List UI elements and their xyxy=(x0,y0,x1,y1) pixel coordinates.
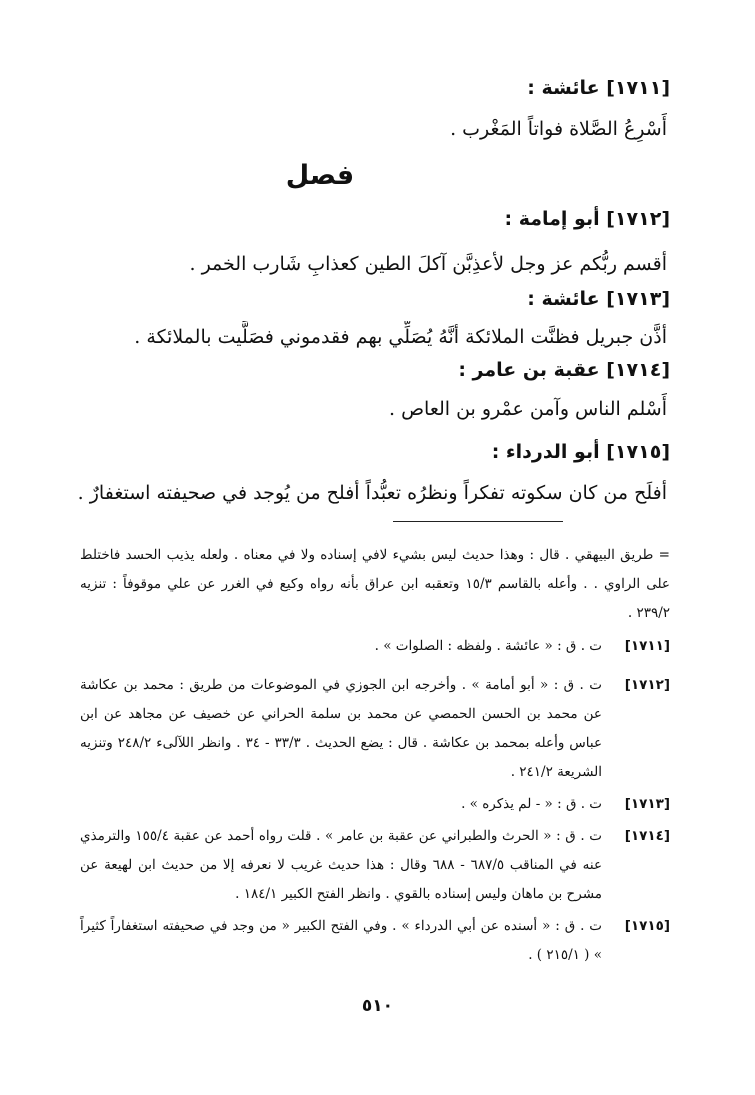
footnote-text: ت . ق : « الحرث والطبراني عن عقبة بن عامر » . قلت رواه أحمد عن عقبة ١٥٥/٤ والترمذي عنه في المناقب ٦٨٧/٥ - ٦٨٨ وقال : هذا حديث غريب لا نعرفه إلا من حديث ابن لهيعة عن مشرح بن ماهان وليس إسناده بالقوي . وانظر الفتح الكبير ١٨٤/١ . xyxy=(80,828,602,902)
entry-1713-text: أذَّن جبريل فظنَّت الملائكة أنَّهُ يُصَلِّي بهم فقدموني فصَلَّيت بالملائكة . xyxy=(134,326,667,348)
footnote-text: ت . ق : « - لم يذكره » . xyxy=(461,796,602,812)
footnote-1711 xyxy=(80,632,670,661)
footnote-text: ت . ق : « أبو أمامة » . وأخرجه ابن الجوزي في الموضوعات من طريق : محمد بن عكاشة عن محمد بن الحسن الحمصي عن محمد بن سلمة الحراني عن خصيف عن مجاهد عن ابن عباس وأعله بمحمد بن عكاشة . قال : يضع الحديث . ٣٣/٣ - ٣٤ . وانظر اللآلىء ٢٤٨/٢ وتنزيه الشريعة ٢٤١/٢ . xyxy=(80,677,603,780)
footnote-continuation-text: = طريق البيهقي . قال : وهذا حديث ليس بشيء لافي إسناده ولا في معناه . ولعله يذيب الحسد فاختلط على الراوي . . وأعله بالقاسم ١٥/٣ وتعقبه ابن عراق بأنه رواه وكيع في الغرر عن علي موقوفاً : تنزيه ٢٣٩/٢ . xyxy=(80,547,670,621)
footnote-divider xyxy=(393,521,563,522)
entry-1711-header: [١٧١١] عائشة : xyxy=(527,77,670,99)
footnote-number: [١٧١٤] xyxy=(624,828,670,844)
footnote-number: [١٧١٢] xyxy=(624,677,670,693)
footnote-1715 xyxy=(80,912,670,970)
section-title: فصل xyxy=(285,160,355,191)
entry-1711-text: أَسْرِعُ الصَّلاة فواتاً المَغْرب . xyxy=(450,118,667,140)
footnote-text: ت . ق : « عائشة . ولفظه : الصلوات » . xyxy=(374,638,602,654)
footnote-1713 xyxy=(80,790,670,819)
entry-1714-header: [١٧١٤] عقبة بن عامر : xyxy=(458,359,670,381)
page-number: ٥١٠ xyxy=(361,996,394,1016)
footnote-1712 xyxy=(80,671,670,787)
footnote-number: [١٧١١] xyxy=(624,638,670,654)
entry-1712-text: أقسم ربُّكم عز وجل لأعذِبَّن آكلَ الطين كعذابِ شَارب الخمر . xyxy=(189,253,667,275)
footnote-1714 xyxy=(80,822,670,909)
entry-1714-text: أَسْلم الناس وآمن عمْرو بن العاص . xyxy=(388,398,667,420)
footnote-continuation xyxy=(80,541,670,628)
entry-1715-text: أفلَح من كان سكوته تفكراً ونظرُه تعبُّداً أفلح من يُوجد في صحيفته استغفارٌ . xyxy=(77,482,667,504)
footnote-number: [١٧١٣] xyxy=(624,796,670,812)
footnote-number: [١٧١٥] xyxy=(624,918,670,934)
entry-1712-header: [١٧١٢] أبو إمامة : xyxy=(504,208,670,230)
entry-1713-header: [١٧١٣] عائشة : xyxy=(527,288,670,310)
entry-1715-header: [١٧١٥] أبو الدرداء : xyxy=(491,441,670,463)
footnote-text: ت . ق : « أسنده عن أبي الدرداء » . وفي الفتح الكبير « من وجد في صحيفته استغفاراً كثيراً » ( ٢١٥/١ ) . xyxy=(80,918,602,963)
